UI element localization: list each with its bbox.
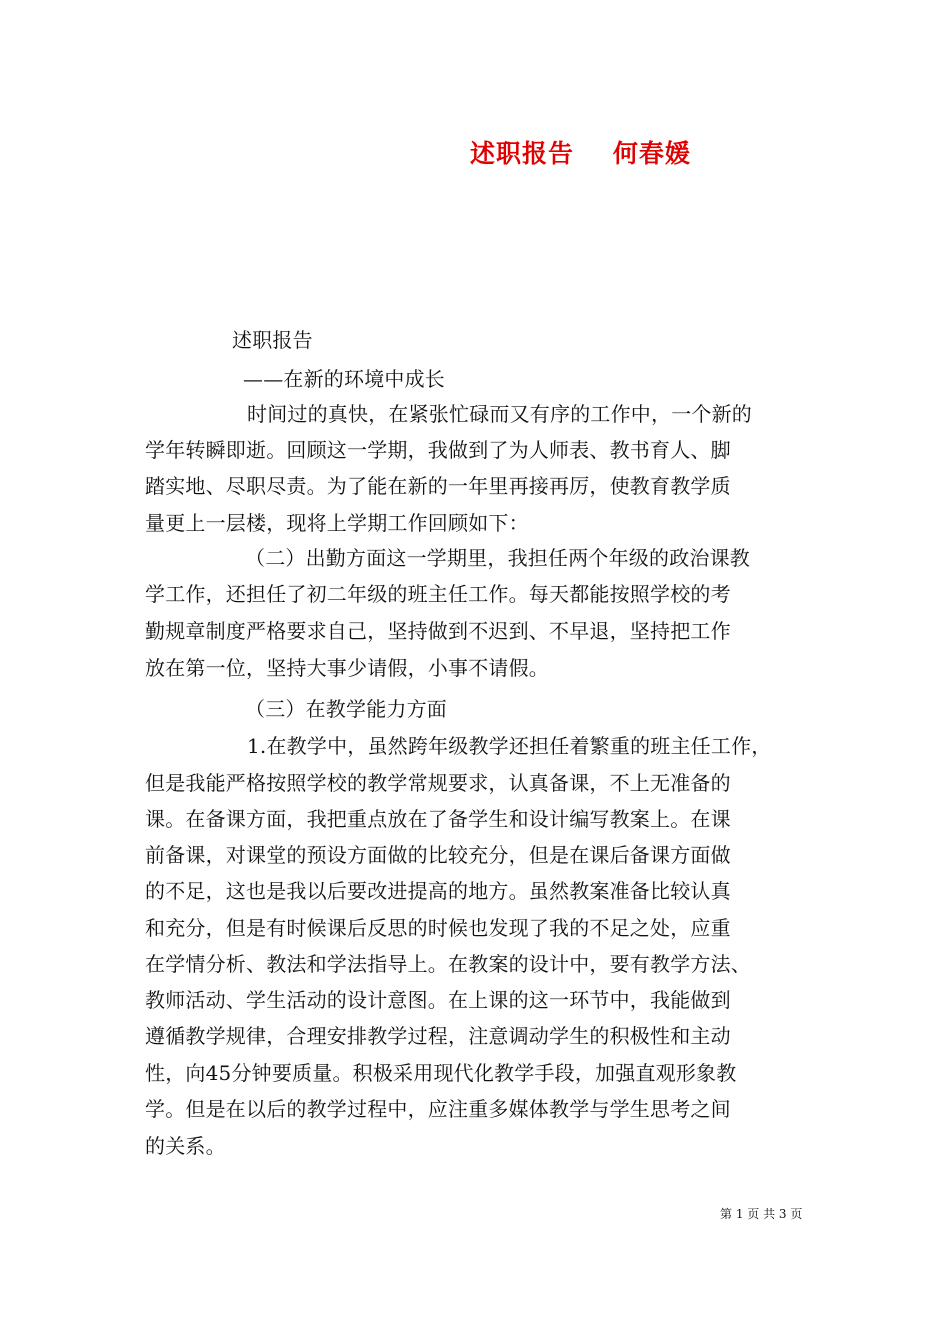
paragraph-line: 放在第一位，坚持大事少请假，小事不请假。 [145, 656, 549, 680]
page-number-footer: 第 1 页 共 3 页 [720, 1207, 803, 1221]
paragraph-line: 前备课，对课堂的预设方面做的比较充分，但是在课后备课方面做 [145, 843, 731, 867]
paragraph-line: 1.在教学中，虽然跨年级教学还担任着繁重的班主任工作， [247, 734, 772, 758]
paragraph-line: 时间过的真快，在紧张忙碌而又有序的工作中，一个新的 [247, 402, 752, 426]
paragraph-line: 学年转瞬即逝。回顾这一学期，我做到了为人师表、教书育人、脚 [145, 438, 731, 462]
report-heading: 述职报告 [232, 328, 313, 352]
paragraph-line: 和充分，但是有时候课后反思的时候也发现了我的不足之处，应重 [145, 916, 731, 940]
paragraph-line: 但是我能严格按照学校的教学常规要求，认真备课，不上无准备的 [145, 771, 731, 795]
paragraph-line: 教师活动、学生活动的设计意图。在上课的这一环节中，我能做到 [145, 988, 731, 1012]
paragraph-line: （二）出勤方面这一学期里，我担任两个年级的政治课教 [245, 546, 750, 570]
paragraph-line: 勤规章制度严格要求自己，坚持做到不迟到、不早退，坚持把工作 [145, 619, 731, 643]
paragraph-line: 踏实地、尽职尽责。为了能在新的一年里再接再厉，使教育教学质 [145, 474, 731, 498]
paragraph-line: 课。在备课方面，我把重点放在了备学生和设计编写教案上。在课 [145, 807, 731, 831]
paragraph-line: 遵循教学规律，合理安排教学过程，注意调动学生的积极性和主动 [145, 1024, 731, 1048]
paragraph-line: 学工作，还担任了初二年级的班主任工作。每天都能按照学校的考 [145, 582, 731, 606]
paragraph-line: 学。但是在以后的教学过程中，应注重多媒体教学与学生思考之间 [145, 1097, 731, 1121]
paragraph-line: 在学情分析、教法和学法指导上。在教案的设计中，要有教学方法、 [145, 952, 751, 976]
paragraph-line: 量更上一层楼，现将上学期工作回顾如下： [145, 511, 529, 535]
document-title: 述职报告 何春媛 [470, 139, 691, 168]
paragraph-line: 性，向45分钟要质量。积极采用现代化教学手段，加强直观形象教 [145, 1061, 737, 1085]
report-subtitle: ——在新的环境中成长 [243, 367, 445, 391]
section-heading: （三）在教学能力方面 [245, 697, 447, 721]
paragraph-line: 的不足，这也是我以后要改进提高的地方。虽然教案准备比较认真 [145, 879, 731, 903]
paragraph-line: 的关系。 [145, 1134, 226, 1158]
